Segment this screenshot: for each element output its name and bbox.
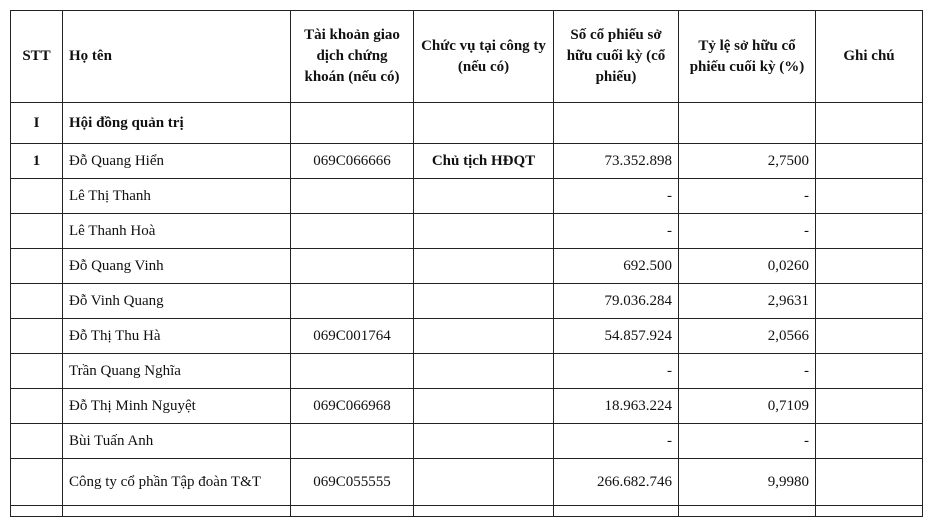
cell-ratio: 0,7109 [679, 389, 816, 424]
cell-note [816, 249, 923, 284]
cell-note [816, 354, 923, 389]
cell-ratio: 2,9631 [679, 284, 816, 319]
cell-note [816, 284, 923, 319]
cell-name: Đỗ Vinh Quang [63, 284, 291, 319]
cell-shares: - [554, 354, 679, 389]
header-name: Họ tên [63, 11, 291, 103]
cell-note [816, 319, 923, 354]
cell-shares: - [554, 214, 679, 249]
cell-position: Chủ tịch HĐQT [414, 144, 554, 179]
cell-account: 069C066968 [291, 389, 414, 424]
cell-name: Đỗ Thị Minh Nguyệt [63, 389, 291, 424]
cell-account [291, 284, 414, 319]
cell-name: Công ty cổ phần Tập đoàn T&T [63, 459, 291, 506]
cell-ratio: - [679, 424, 816, 459]
table-row [11, 319, 923, 354]
cell-shares: - [554, 179, 679, 214]
cell-shares: 18.963.224 [554, 389, 679, 424]
cell-shares: - [554, 424, 679, 459]
cell-name: Đỗ Thị Thu Hà [63, 319, 291, 354]
cell-shares: 266.682.746 [554, 459, 679, 506]
cell-account [291, 179, 414, 214]
header-account: Tài khoản giao dịch chứng khoán (nếu có) [291, 11, 414, 103]
cell-shares: 73.352.898 [554, 144, 679, 179]
cell-stt [11, 249, 63, 284]
cell-name: Đỗ Quang Vinh [63, 249, 291, 284]
header-note: Ghi chú [816, 11, 923, 103]
cell-ratio: 0,0260 [679, 249, 816, 284]
partial-row [11, 506, 923, 517]
cell-stt [11, 214, 63, 249]
section-row [11, 103, 923, 144]
cell-stt [11, 284, 63, 319]
cell-stt [11, 389, 63, 424]
cell-ratio: 2,7500 [679, 144, 816, 179]
header-position: Chức vụ tại công ty (nếu có) [414, 11, 554, 103]
table-row [11, 214, 923, 249]
cell-note [816, 389, 923, 424]
cell-ratio: - [679, 179, 816, 214]
cell-name: Bùi Tuấn Anh [63, 424, 291, 459]
section-name: Hội đồng quản trị [63, 103, 291, 144]
header-ratio: Tỷ lệ sở hữu cổ phiếu cuối kỳ (%) [679, 11, 816, 103]
cell-account: 069C001764 [291, 319, 414, 354]
table-row [11, 144, 923, 179]
cell-position [414, 354, 554, 389]
shareholding-table [10, 10, 923, 517]
cell-position [414, 459, 554, 506]
cell-name: Lê Thanh Hoà [63, 214, 291, 249]
cell-account [291, 424, 414, 459]
cell-note [816, 179, 923, 214]
cell-ratio: - [679, 354, 816, 389]
cell-stt: 1 [11, 144, 63, 179]
cell-stt [11, 354, 63, 389]
cell-stt [11, 424, 63, 459]
cell-account [291, 214, 414, 249]
cell-note [816, 144, 923, 179]
cell-position [414, 284, 554, 319]
header-stt: STT [11, 11, 63, 103]
table-row [11, 424, 923, 459]
cell-account [291, 354, 414, 389]
cell-shares: 79.036.284 [554, 284, 679, 319]
cell-account: 069C066666 [291, 144, 414, 179]
cell-name: Lê Thị Thanh [63, 179, 291, 214]
cell-shares: 54.857.924 [554, 319, 679, 354]
cell-name: Đỗ Quang Hiển [63, 144, 291, 179]
table-row [11, 354, 923, 389]
section-stt: I [11, 103, 63, 144]
cell-stt [11, 319, 63, 354]
table-row [11, 249, 923, 284]
cell-position [414, 389, 554, 424]
cell-name: Trần Quang Nghĩa [63, 354, 291, 389]
cell-stt [11, 459, 63, 506]
cell-note [816, 424, 923, 459]
cell-position [414, 249, 554, 284]
cell-position [414, 319, 554, 354]
table-row [11, 459, 923, 506]
table-row [11, 389, 923, 424]
cell-position [414, 424, 554, 459]
cell-note [816, 214, 923, 249]
cell-ratio: 2,0566 [679, 319, 816, 354]
table-row [11, 284, 923, 319]
cell-account [291, 249, 414, 284]
cell-stt [11, 179, 63, 214]
cell-shares: 692.500 [554, 249, 679, 284]
cell-note [816, 459, 923, 506]
cell-position [414, 214, 554, 249]
header-shares: Số cổ phiếu sở hữu cuối kỳ (cổ phiếu) [554, 11, 679, 103]
table-row [11, 179, 923, 214]
cell-ratio: 9,9980 [679, 459, 816, 506]
cell-position [414, 179, 554, 214]
cell-account: 069C055555 [291, 459, 414, 506]
header-row [11, 11, 923, 103]
cell-ratio: - [679, 214, 816, 249]
